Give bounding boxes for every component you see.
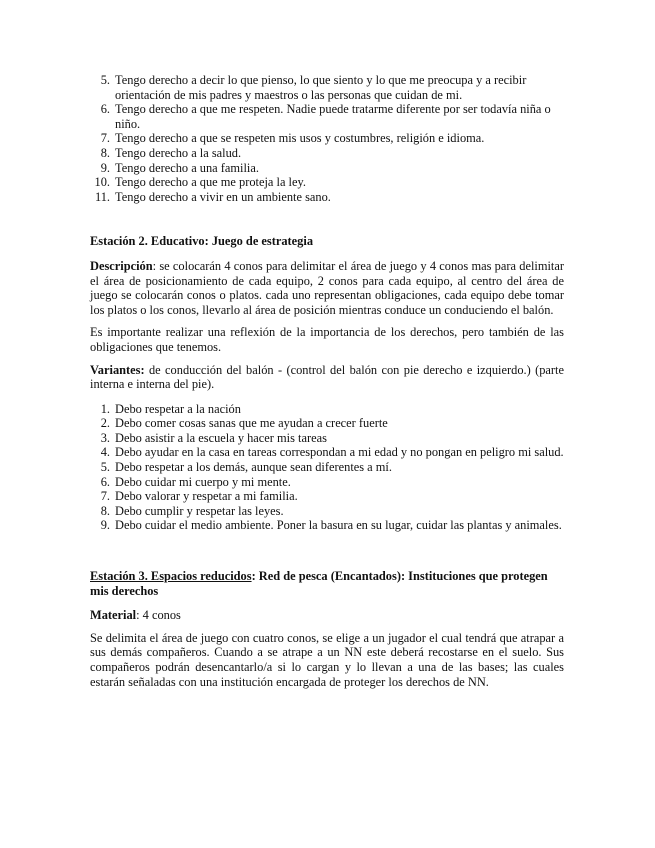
- document-page: [90, 73, 564, 697]
- list-item: 11. Tengo derecho a vivir en un ambiente sano.: [94, 189, 331, 204]
- list-item: 9. Tengo derecho a una familia.: [100, 160, 259, 175]
- station3-material: Material: 4 conos: [90, 608, 181, 623]
- list-item: 10. Tengo derecho a que me proteja la ley.: [94, 175, 306, 190]
- station3-heading: Estación 3. Espacios reducidos: Red de pesca (Encantados): Instituciones que protegen mis derechos: [90, 569, 548, 598]
- list-item: 6. Debo cuidar mi cuerpo y mi mente.: [100, 474, 291, 489]
- list-item: 5. Debo respetar a los demás, aunque sean diferentes a mí.: [100, 460, 392, 475]
- rights-list: [90, 73, 564, 204]
- station3-body: Se delimita el área de juego con cuatro conos, se elige a un jugador el cual tendrá que atrapar a sus demás compañeros. Cuando a se atrape a un NN este deberá recostarse en el suelo. Sus compañeros podrán desencantarlo/a si lo cargan y lo llevan a una de las bases; las cuales estarán señaladas con una institución encargada de proteger los derechos de NN.: [90, 630, 564, 689]
- list-item: 5. Tengo derecho a decir lo que pienso, lo que siento y lo que me preocupa y a recibir orientación de mis padres y maestros o las personas que cuidan de mi.: [100, 73, 527, 102]
- station2-description: Descripción: se colocarán 4 conos para delimitar el área de juego y 4 conos mas para delimitar el área de posicionamiento de cada equipo, 2 conos para cada equipo, al centro del área de juego se colocarán conos o platos. cada uno representan obligaciones, cada equipo debe tomar los platos o los conos, llevarlo al área de posición mientras conduce un conduciendo el balón.: [90, 258, 564, 317]
- variants-label: Variantes:: [90, 362, 145, 377]
- list-item: 7. Debo valorar y respetar a mi familia.: [100, 489, 298, 504]
- station2-heading: Estación 2. Educativo: Juego de estrategia: [90, 234, 314, 249]
- description-label: Descripción: [90, 258, 153, 273]
- station2-reflection: Es importante realizar una reflexión de la importancia de los derechos, pero también de las obligaciones que tenemos.: [90, 325, 564, 354]
- list-item: 4. Debo ayudar en la casa en tareas correspondan a mi edad y no pongan en peligro mi salud.: [100, 445, 564, 460]
- list-item: 8. Tengo derecho a la salud.: [100, 145, 242, 160]
- list-item: 8. Debo cumplir y respetar las leyes.: [100, 503, 284, 518]
- obligations-list: [90, 402, 564, 533]
- list-item: 9. Debo cuidar el medio ambiente. Poner la basura en su lugar, cuidar las plantas y animales.: [100, 518, 562, 533]
- list-item: 6. Tengo derecho a que me respeten. Nadie puede tratarme diferente por ser todavía niña o niño.: [100, 102, 551, 131]
- list-item: 1. Debo respetar a la nación: [100, 401, 241, 416]
- list-item: 3. Debo asistir a la escuela y hacer mis tareas: [100, 430, 327, 445]
- station2-variants: Variantes: de conducción del balón - (control del balón con pie derecho e izquierdo.) (parte interna e interna del pie).: [90, 362, 564, 392]
- list-item: 2. Debo comer cosas sanas que me ayudan a crecer fuerte: [100, 416, 388, 431]
- list-item: 7. Tengo derecho a que se respeten mis usos y costumbres, religión e idioma.: [100, 131, 485, 146]
- material-label: Material: [90, 608, 137, 623]
